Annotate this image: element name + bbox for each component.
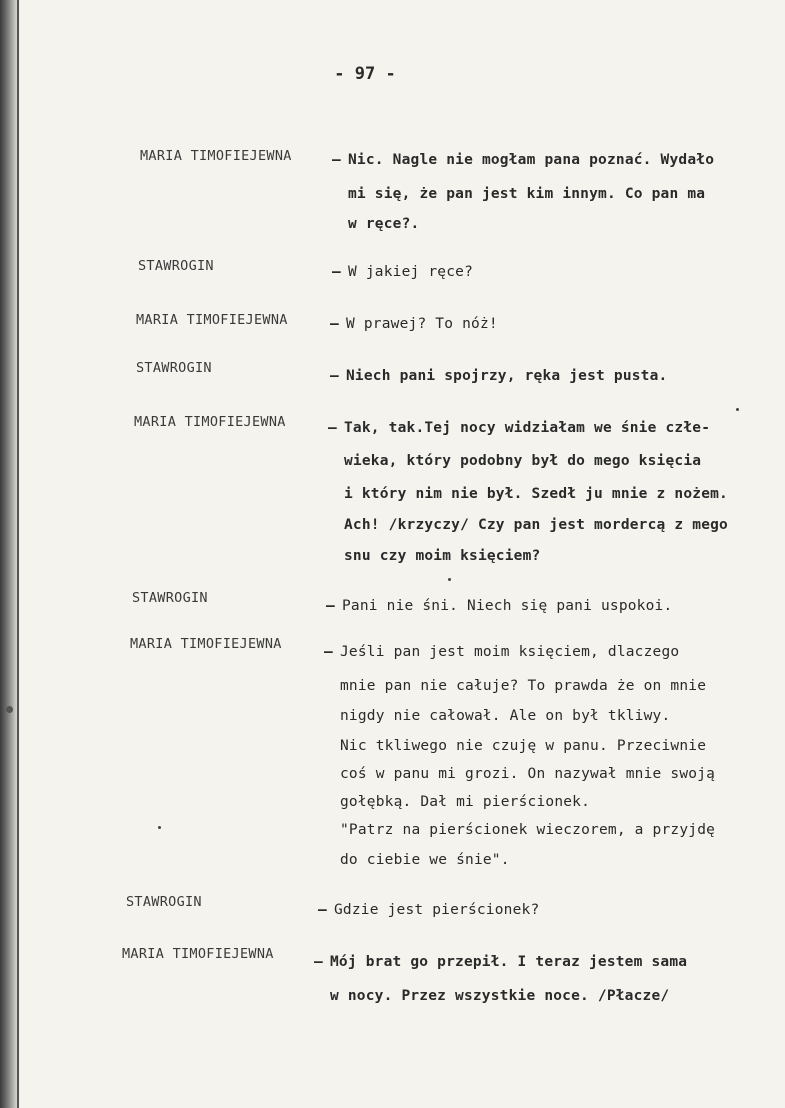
dialogue-dash: –: [326, 598, 335, 614]
dialogue-line: "Patrz na pierścionek wieczorem, a przyjdę: [340, 822, 716, 838]
speaker-label: MARIA TIMOFIEJEWNA: [136, 312, 288, 328]
dialogue-line: W prawej? To nóż!: [346, 316, 498, 332]
dialogue-line: Nic. Nagle nie mogłam pana poznać. Wydało: [348, 152, 715, 168]
dialogue-line: i który nim nie był. Szedł ju mnie z nożem.: [344, 486, 728, 502]
dialogue-line: Gdzie jest pierścionek?: [334, 902, 540, 918]
scan-edge-line: [17, 0, 19, 1108]
dialogue-dash: –: [324, 644, 333, 660]
dialogue-line: snu czy moim księciem?: [344, 548, 541, 564]
punch-hole-mark: [6, 706, 13, 713]
dialogue-dash: –: [328, 420, 337, 436]
ink-speck: [158, 826, 161, 829]
dialogue-line: do ciebie we śnie".: [340, 852, 510, 868]
dialogue-line: mi się, że pan jest kim innym. Co pan ma: [348, 186, 706, 202]
speaker-label: MARIA TIMOFIEJEWNA: [130, 636, 282, 652]
speaker-label: STAWROGIN: [136, 360, 212, 376]
dialogue-dash: –: [332, 264, 341, 280]
page-number: - 97 -: [334, 64, 396, 84]
dialogue-line: Niech pani spojrzy, ręka jest pusta.: [346, 368, 668, 384]
dialogue-dash: –: [330, 368, 339, 384]
dialogue-line: Pani nie śni. Niech się pani uspokoi.: [342, 598, 673, 614]
dialogue-line: mnie pan nie całuje? To prawda że on mnie: [340, 678, 707, 694]
speaker-label: STAWROGIN: [138, 258, 214, 274]
ink-speck: [448, 578, 451, 581]
dialogue-line: Mój brat go przepił. I teraz jestem sama: [330, 954, 688, 970]
speaker-label: STAWROGIN: [132, 590, 208, 606]
dialogue-dash: –: [330, 316, 339, 332]
speaker-label: MARIA TIMOFIEJEWNA: [122, 946, 274, 962]
speaker-label: STAWROGIN: [126, 894, 202, 910]
dialogue-line: w nocy. Przez wszystkie noce. /Płacze/: [330, 988, 670, 1004]
speaker-label: MARIA TIMOFIEJEWNA: [140, 148, 292, 164]
dialogue-line: Jeśli pan jest moim księciem, dlaczego: [340, 644, 680, 660]
dialogue-dash: –: [318, 902, 327, 918]
dialogue-line: coś w panu mi grozi. On nazywał mnie swoją: [340, 766, 716, 782]
speaker-label: MARIA TIMOFIEJEWNA: [134, 414, 286, 430]
dialogue-line: nigdy nie całował. Ale on był tkliwy.: [340, 708, 671, 724]
dialogue-line: Ach! /krzyczy/ Czy pan jest mordercą z mego: [344, 517, 728, 533]
dialogue-dash: –: [314, 954, 323, 970]
ink-speck: [736, 408, 739, 411]
dialogue-dash: –: [332, 152, 341, 168]
dialogue-line: Tak, tak.Tej nocy widziałam we śnie człe-: [344, 420, 711, 436]
dialogue-line: w ręce?.: [348, 216, 420, 232]
dialogue-line: Nic tkliwego nie czuję w panu. Przeciwnie: [340, 738, 707, 754]
dialogue-line: wieka, który podobny był do mego księcia: [344, 453, 702, 469]
dialogue-line: W jakiej ręce?: [348, 264, 474, 280]
dialogue-line: gołębką. Dał mi pierścionek.: [340, 794, 591, 810]
